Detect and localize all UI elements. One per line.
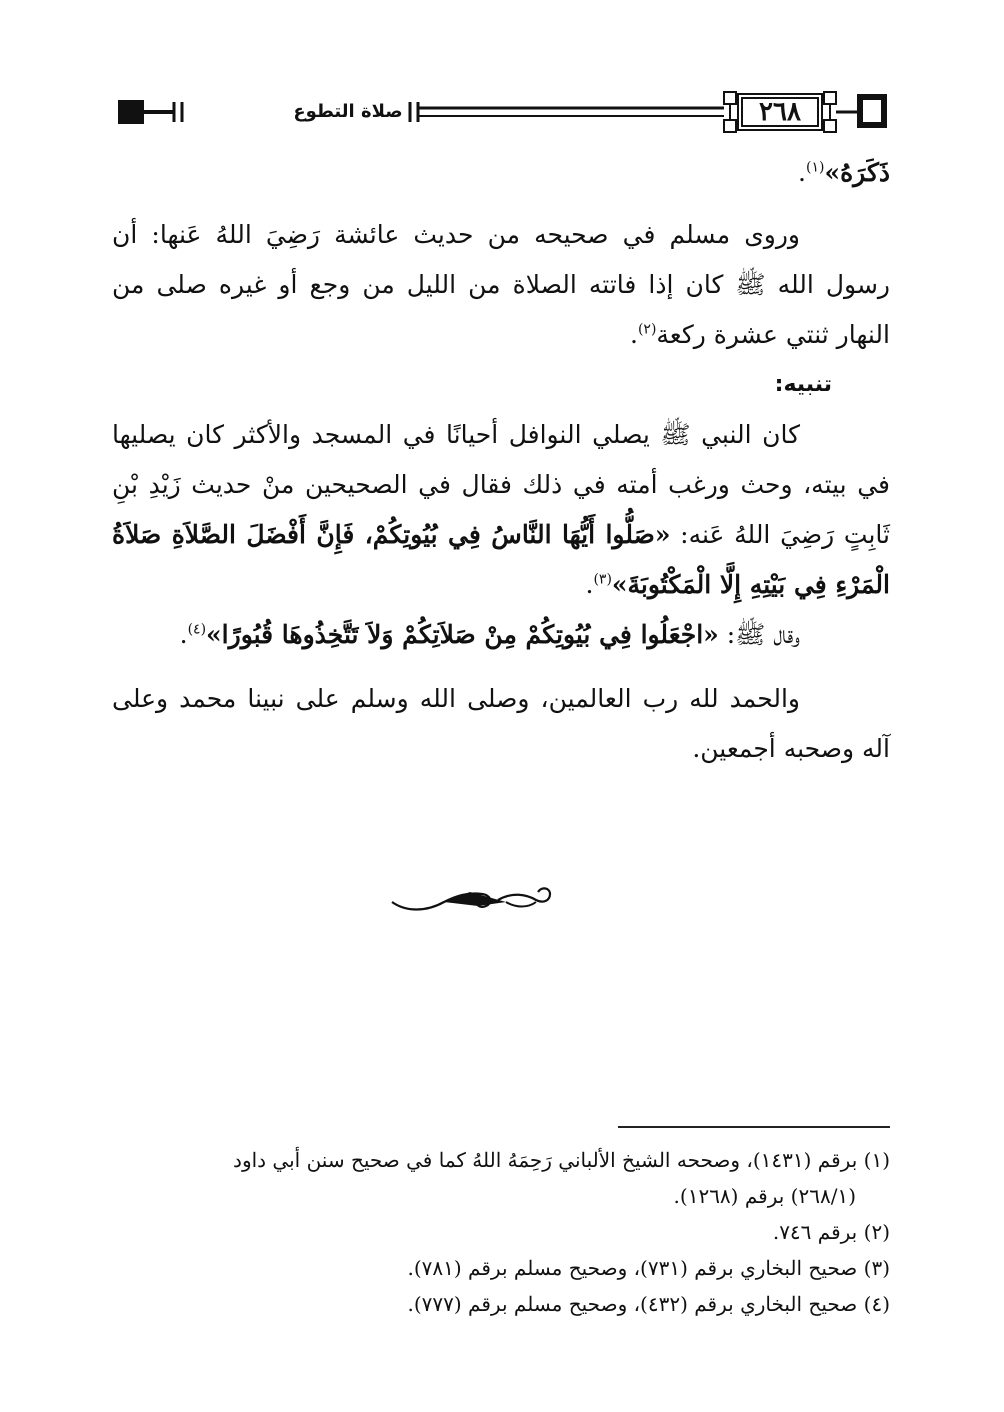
header-right-block <box>860 97 884 125</box>
end-ornament-icon <box>386 882 558 918</box>
footnote-text: برقم (١٤٣١)، وصححه الشيخ الألباني رَحِمَهُ اللهُ كما في صحيح سنن أبي داود <box>233 1148 858 1172</box>
footnote-text: صحيح البخاري برقم (٧٣١)، وصحيح مسلم برقم (٧٨١). <box>407 1256 858 1280</box>
paragraph-second-hadith <box>112 610 890 660</box>
hadith-quote: «صَلُّوا أَيُّهَا النَّاسُ فِي بُيُوتِكُمْ، فَإِنَّ أَفْضَلَ الصَّلاَةِ صَلاَةُ الْمَرْءِ فِي بَيْتِهِ إِلَّا الْمَكْتُوبَةَ» <box>112 520 890 599</box>
paragraph-end: . <box>585 570 594 599</box>
main-text <box>112 148 890 774</box>
page-header <box>112 88 890 138</box>
paragraph-continuation <box>112 148 890 198</box>
footnote-ref-4: (٤) <box>187 621 207 638</box>
footnote-label: (٢) <box>863 1220 890 1244</box>
footnote-label: (١) <box>863 1148 890 1172</box>
chapter-title: صلاة التطوع <box>288 95 408 129</box>
header-left-block <box>118 100 144 124</box>
paragraph-text: كان النبي ﷺ يصلي النوافل أحيانًا في المسجد والأكثر كان يصليها في بيته، وحث ورغب أمته في ذلك فقال في الصحيحين منْ حديث زَيْدِ بْنِ ثَابِتٍ رَضِيَ اللهُ عَنه: <box>112 420 890 549</box>
footnote-label: (٣) <box>863 1256 890 1280</box>
closing-paragraph: والحمد لله رب العالمين، وصلى الله وسلم على نبينا محمد وعلى آله وصحبه أجمعين. <box>112 684 890 763</box>
footnote-label: (٤) <box>863 1292 890 1316</box>
footnote-1-continued: (٢٦٨/١) برقم (١٢٦٨). <box>673 1184 856 1208</box>
footnotes <box>112 1142 890 1322</box>
footnote-divider <box>618 1126 890 1128</box>
paragraph-text: وروى مسلم في صحيحه من حديث عائشة رَضِيَ اللهُ عَنها: أن رسول الله ﷺ كان إذا فاتته الصلاة من الليل من وجع أو غيره صلى من النهار ثنتي عشرة ركعة <box>112 220 890 349</box>
paragraph-end: . <box>179 620 188 649</box>
paragraph-end: . <box>629 320 638 349</box>
paragraph-text: وقال ﷺ: <box>718 620 800 649</box>
paragraph-end: . <box>798 158 806 187</box>
footnote-ref-3: (٣) <box>593 571 612 588</box>
note-heading: تنبيه: <box>774 372 832 397</box>
footnote-text: برقم ٧٤٦. <box>772 1220 858 1244</box>
paragraph-nawafil-at-home <box>112 410 890 610</box>
footnote-4 <box>112 1286 890 1322</box>
page-number: ٢٦٨ <box>759 97 801 127</box>
footnote-ref-2: (٢) <box>637 321 657 338</box>
footnote-1 <box>112 1142 890 1178</box>
footnote-text: صحيح البخاري برقم (٤٣٢)، وصحيح مسلم برقم (٧٧٧). <box>407 1292 858 1316</box>
hadith-fragment: ذَكَرَهُ» <box>824 158 890 187</box>
footnote-ref-1: (١) <box>805 159 825 176</box>
footnote-3 <box>112 1250 890 1286</box>
footnote-2 <box>112 1214 890 1250</box>
hadith-quote: «اجْعَلُوا فِي بُيُوتِكُمْ مِنْ صَلاَتِكُمْ وَلاَ تَتَّخِذُوهَا قُبُورًا» <box>206 620 719 649</box>
paragraph-aisha-hadith <box>112 210 890 360</box>
